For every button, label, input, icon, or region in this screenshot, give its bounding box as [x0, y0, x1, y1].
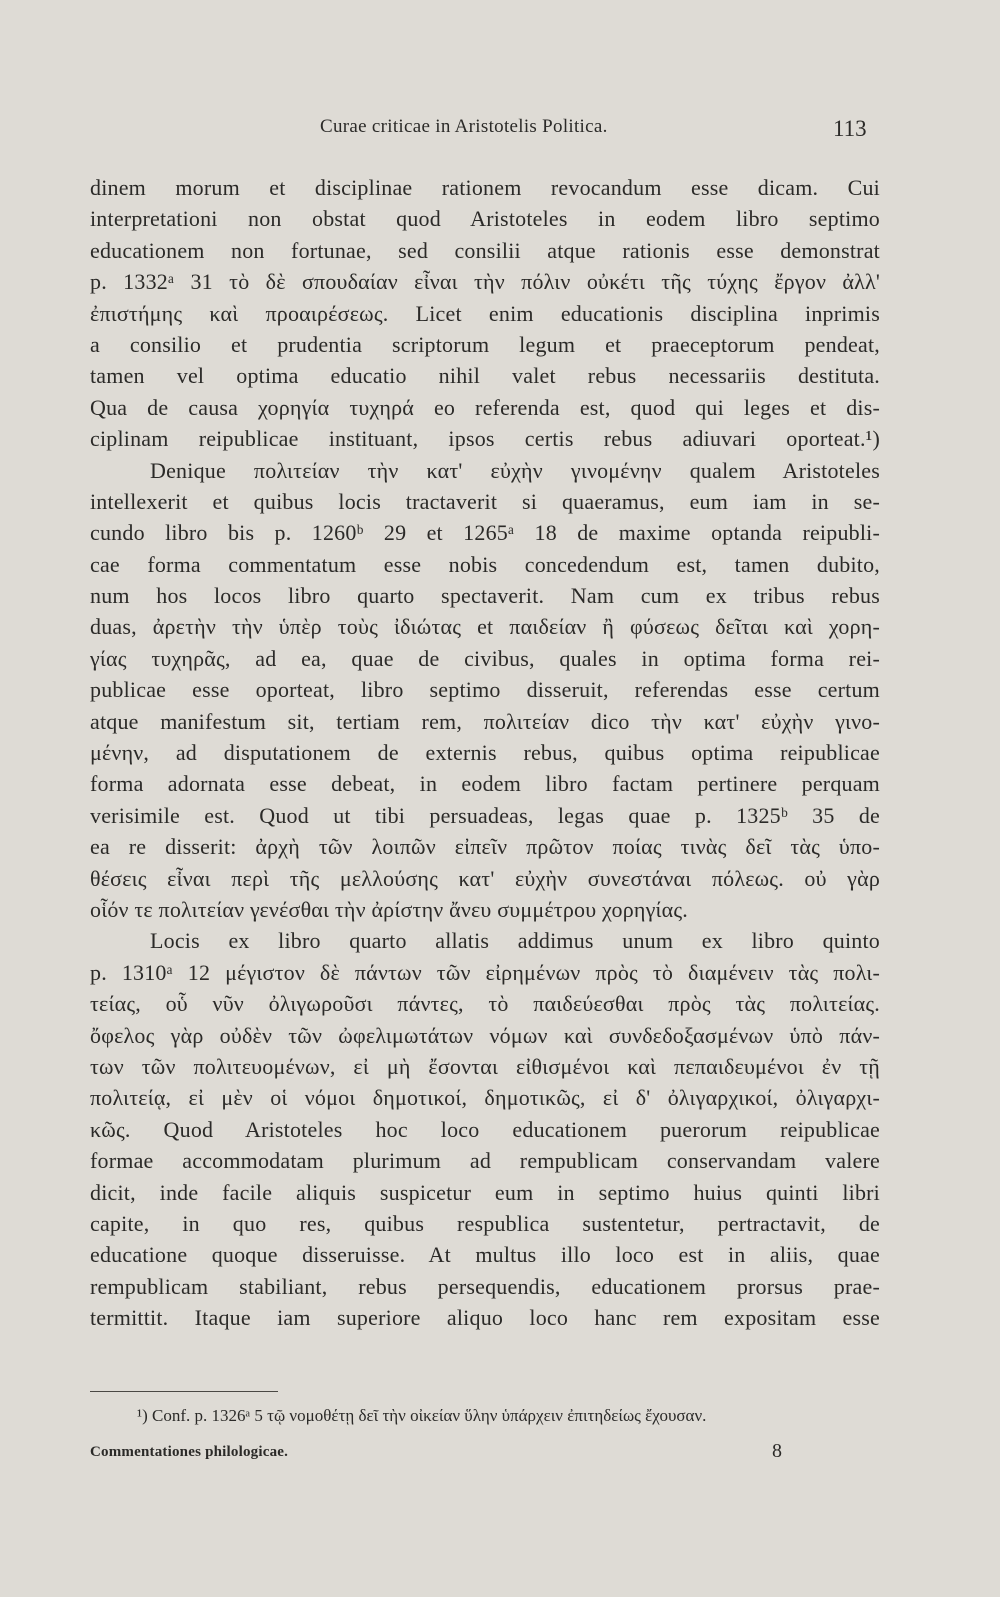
text-line: τείας, οὗ νῦν ὀλιγωροῦσι πάντες, τὸ παιδεύεσθαι πρὸς τὰς πολιτείας.	[90, 991, 880, 1017]
text-line: Qua de causa χορηγία τυχηρά eo referenda est, quod qui leges et dis-	[90, 394, 880, 420]
page-footer	[90, 1440, 880, 1472]
text-line: dicit, inde facile aliquis suspicetur eum in septimo huius quinti libri	[90, 1179, 880, 1205]
text-line: a consilio et prudentia scriptorum legum et praeceptorum pendeat,	[90, 331, 880, 357]
running-head	[0, 114, 1000, 144]
text-line: θέσεις εἶναι περὶ τῆς μελλούσης κατ' εὐχὴν συνεστάναι πόλεως. οὐ γὰρ	[90, 865, 880, 891]
text-line: dinem morum et disciplinae rationem revocandum esse dicam. Cui	[90, 175, 880, 200]
text-line: duas, ἀρετὴν τὴν ὑπὲρ τοὺς ἰδιώτας et παιδείαν ἢ φύσεως δεῖται καὶ χορη-	[90, 614, 880, 640]
body-text	[90, 172, 880, 1333]
text-line: verisimile est. Quod ut tibi persuadeas, legas quae p. 1325ᵇ 35 de	[90, 802, 880, 828]
text-line: termittit. Itaque iam superiore aliquo loco hanc rem expositam esse	[90, 1305, 880, 1331]
text-line: οἷόν τε πολιτείαν γενέσθαι τὴν ἀρίστην ἄνευ συμμέτρου χορηγίας.	[90, 896, 688, 922]
text-line: ὄφελος γὰρ οὐδὲν τῶν ὠφελιμωτάτων νόμων καὶ συνδεδοξασμένων ὑπὸ πάν-	[90, 1022, 880, 1048]
text-line: tamen vel optima educatio nihil valet rebus necessariis destituta.	[90, 363, 880, 389]
text-line: intellexerit et quibus locis tractaverit si quaeramus, eum iam in se-	[90, 488, 880, 514]
text-line: atque manifestum sit, tertiam rem, πολιτείαν dico τὴν κατ' εὐχὴν γινο-	[90, 708, 880, 734]
text-line: interpretationi non obstat quod Aristoteles in eodem libro septimo	[90, 206, 880, 232]
text-line: publicae esse oporteat, libro septimo disseruit, referendas esse certum	[90, 677, 880, 703]
text-line: Locis ex libro quarto allatis addimus unum ex libro quinto	[150, 928, 880, 954]
text-line: forma adornata esse debeat, in eodem libro factam pertinere perquam	[90, 771, 880, 797]
text-line: μένην, ad disputationem de externis rebus, quibus optima reipublicae	[90, 740, 880, 766]
text-line: capite, in quo res, quibus respublica sustentetur, pertractavit, de	[90, 1210, 880, 1236]
text-line: educationem non fortunae, sed consilii atque rationis esse demonstrat	[90, 237, 880, 263]
text-line: p. 1310ᵃ 12 μέγιστον δὲ πάντων τῶν εἰρημένων πρὸς τὸ διαμένειν τὰς πολι-	[90, 959, 880, 985]
text-line: πολιτείᾳ, εἰ μὲν οἱ νόμοι δημοτικοί, δημοτικῶς, εἰ δ' ὀλιγαρχικοί, ὀλιγαρχι-	[90, 1085, 880, 1111]
text-line: ciplinam reipublicae instituant, ipsos certis rebus adiuvari oporteat.¹)	[90, 426, 880, 452]
running-title: Curae criticae in Aristotelis Politica.	[320, 116, 608, 137]
text-line: cae forma commentatum esse nobis concedendum est, tamen dubito,	[90, 551, 880, 577]
text-line: num hos locos libro quarto spectaverit. Nam cum ex tribus rebus	[90, 583, 880, 609]
text-line: γίας τυχηρᾶς, ad ea, quae de civibus, quales in optima forma rei-	[90, 645, 880, 671]
text-line: cundo libro bis p. 1260ᵇ 29 et 1265ᵃ 18 de maxime optanda reipubli-	[90, 520, 880, 546]
text-line: των τῶν πολιτευομένων, εἰ μὴ ἔσονται εἰθισμένοι καὶ πεπαιδευμένοι ἐν τῇ	[90, 1053, 880, 1079]
text-line: ἐπιστήμης καὶ προαιρέσεως. Licet enim educationis disciplina inprimis	[90, 300, 880, 326]
series-label: Commentationes philologicae.	[90, 1444, 289, 1460]
text-line: Denique πολιτείαν τὴν κατ' εὐχὴν γινομένην qualem Aristoteles	[150, 457, 880, 483]
text-line: rempublicam stabiliant, rebus persequendis, educationem prorsus prae-	[90, 1273, 880, 1299]
footnote-divider	[90, 1391, 278, 1392]
text-line: κῶς. Quod Aristoteles hoc loco educationem puerorum reipublicae	[90, 1116, 880, 1142]
signature-mark: 8	[772, 1440, 782, 1462]
text-line: formae accommodatam plurimum ad rempublicam conservandam valere	[90, 1148, 880, 1174]
text-line: educatione quoque disseruisse. At multus illo loco est in aliis, quae	[90, 1242, 880, 1268]
text-line: ea re disserit: ἀρχὴ τῶν λοιπῶν εἰπεῖν πρῶτον ποίας τινὰς δεῖ τὰς ὑπο-	[90, 834, 880, 860]
footnote: ¹) Conf. p. 1326ᵃ 5 τῷ νομοθέτῃ δεῖ τὴν οἰκείαν ὕλην ὑπάρχειν ἐπιτηδείως ἔχουσαν.	[137, 1406, 707, 1425]
text-line: p. 1332ᵃ 31 τὸ δὲ σπουδαίαν εἶναι τὴν πόλιν οὐκέτι τῆς τύχης ἔργον ἀλλ'	[90, 269, 880, 295]
page-number: 113	[833, 116, 867, 141]
